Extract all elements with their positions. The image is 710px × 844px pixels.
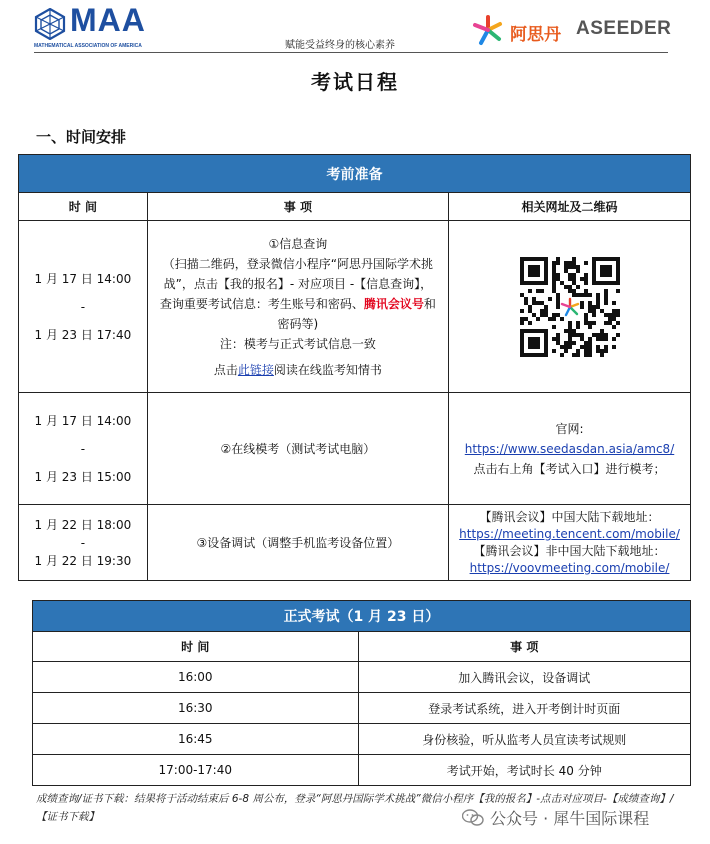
page-header <box>0 0 710 54</box>
exam-item: 考试开始，考试时长 40 分钟 <box>358 755 690 786</box>
item-note: 注：模考与正式考试信息一致 <box>219 336 376 351</box>
resource-label: 【腾讯会议】非中国大陆下载地址： <box>473 543 666 558</box>
time-dash: - <box>80 535 86 550</box>
time-dash: - <box>80 299 86 314</box>
maa-logo-subtitle: MATHEMATICAL ASSOCIATION OF AMERICA <box>34 43 142 49</box>
resource-label: 【腾讯会议】中国大陆下载地址： <box>479 509 660 524</box>
section-title: 一、时间安排 <box>36 128 127 146</box>
aseeder-logo <box>472 14 672 50</box>
row2-resource-cell <box>449 393 691 505</box>
item-link-pre: 点击 <box>213 362 238 377</box>
time-end: 1 月 23 日 17:40 <box>34 327 132 342</box>
exam-time: 16:45 <box>33 724 359 755</box>
table-row <box>33 724 691 755</box>
column-header-time: 时 间 <box>19 193 148 221</box>
maa-hexagon-icon <box>34 8 66 40</box>
aseeder-star-icon <box>472 14 504 46</box>
wechat-icon <box>462 809 484 827</box>
table-row <box>33 755 691 786</box>
results-footnote: 成绩查询/证书下载：结果将于活动结束后 6-8 周公布，登录“阿思丹国际学术挑战”微信小程序【我的报名】-点击对应项目-【成绩查询】/【证书下载】 <box>36 793 674 823</box>
time-end: 1 月 22 日 19:30 <box>34 553 132 568</box>
table-row <box>19 505 691 581</box>
row3-time-cell <box>19 505 148 581</box>
row1-resource-cell <box>449 221 691 393</box>
item-desc-text: 查询重要考试信息：考生账号和密码、 <box>159 296 364 311</box>
prep-table-title: 考前准备 <box>19 155 691 193</box>
exam-item: 加入腾讯会议，设备调试 <box>358 662 690 693</box>
maa-logo-text: MAA <box>70 2 146 38</box>
table-row <box>19 221 691 393</box>
column-header-resources: 相关网址及二维码 <box>449 193 691 221</box>
proctoring-notice-link[interactable]: 此链接 <box>237 362 274 377</box>
item-desc-line: 战”，点击【我的报名】- 对应项目 -【信息查询】， <box>163 276 433 291</box>
table-row <box>19 393 691 505</box>
time-dash: - <box>80 441 86 456</box>
voov-meeting-link[interactable]: https://voovmeeting.com/mobile/ <box>469 560 670 575</box>
time-start: 1 月 22 日 18:00 <box>34 517 132 532</box>
row3-item-cell: ③设备调试（调整手机监考设备位置） <box>147 505 448 581</box>
tencent-meeting-id-highlight: 腾讯会议号 <box>363 296 424 311</box>
item-desc-text: 和 <box>423 296 436 311</box>
tencent-meeting-mainland-link[interactable]: https://meeting.tencent.com/mobile/ <box>459 526 680 541</box>
page-title: 考试日程 <box>311 70 399 94</box>
row2-time-cell <box>19 393 148 505</box>
exam-table-title: 正式考试（1 月 23 日） <box>33 601 691 632</box>
time-start: 1 月 17 日 14:00 <box>34 413 132 428</box>
table-row <box>33 693 691 724</box>
exam-item: 身份核验，听从监考人员宣读考试规则 <box>358 724 690 755</box>
header-tagline: 赋能受益终身的核心素养 <box>285 40 395 51</box>
row1-time-cell <box>19 221 148 393</box>
prep-schedule-table <box>18 154 691 581</box>
item-desc-line: 密码等) <box>277 316 319 331</box>
exam-item: 登录考试系统，进入开考倒计时页面 <box>358 693 690 724</box>
row2-item-cell: ②在线模考（测试考试电脑） <box>147 393 448 505</box>
exam-time: 17:00-17:40 <box>33 755 359 786</box>
time-end: 1 月 23 日 15:00 <box>34 469 132 484</box>
column-header-time: 时 间 <box>33 632 359 662</box>
item-title: ①信息查询 <box>268 236 328 251</box>
maa-logo <box>34 2 164 49</box>
watermark-text: 公众号 · 犀牛国际课程 <box>490 809 650 828</box>
aseeder-cn-text: 阿思丹 <box>510 25 561 45</box>
item-link-post: 阅读在线监考知情书 <box>273 362 382 377</box>
row1-item-cell <box>147 221 448 393</box>
exam-time: 16:30 <box>33 693 359 724</box>
qr-code-icon <box>520 257 620 357</box>
watermark <box>462 806 649 829</box>
amc8-website-link[interactable]: https://www.seedasdan.asia/amc8/ <box>464 441 675 456</box>
item-desc-line <box>152 294 444 314</box>
time-start: 1 月 17 日 14:00 <box>34 271 132 286</box>
aseeder-en-text: ASEEDER <box>576 18 672 39</box>
exam-schedule-table <box>32 600 691 786</box>
row3-resource-cell <box>449 505 691 581</box>
header-divider <box>34 52 668 53</box>
exam-time: 16:00 <box>33 662 359 693</box>
table-row <box>33 662 691 693</box>
item-desc-line: （扫描二维码，登录微信小程序“阿思丹国际学术挑 <box>162 256 434 271</box>
resource-label: 官网: <box>555 421 584 436</box>
column-header-item: 事 项 <box>358 632 690 662</box>
resource-instruction: 点击右上角【考试入口】进行模考； <box>473 461 666 476</box>
column-header-item: 事 项 <box>147 193 448 221</box>
item-link-line <box>152 360 444 380</box>
